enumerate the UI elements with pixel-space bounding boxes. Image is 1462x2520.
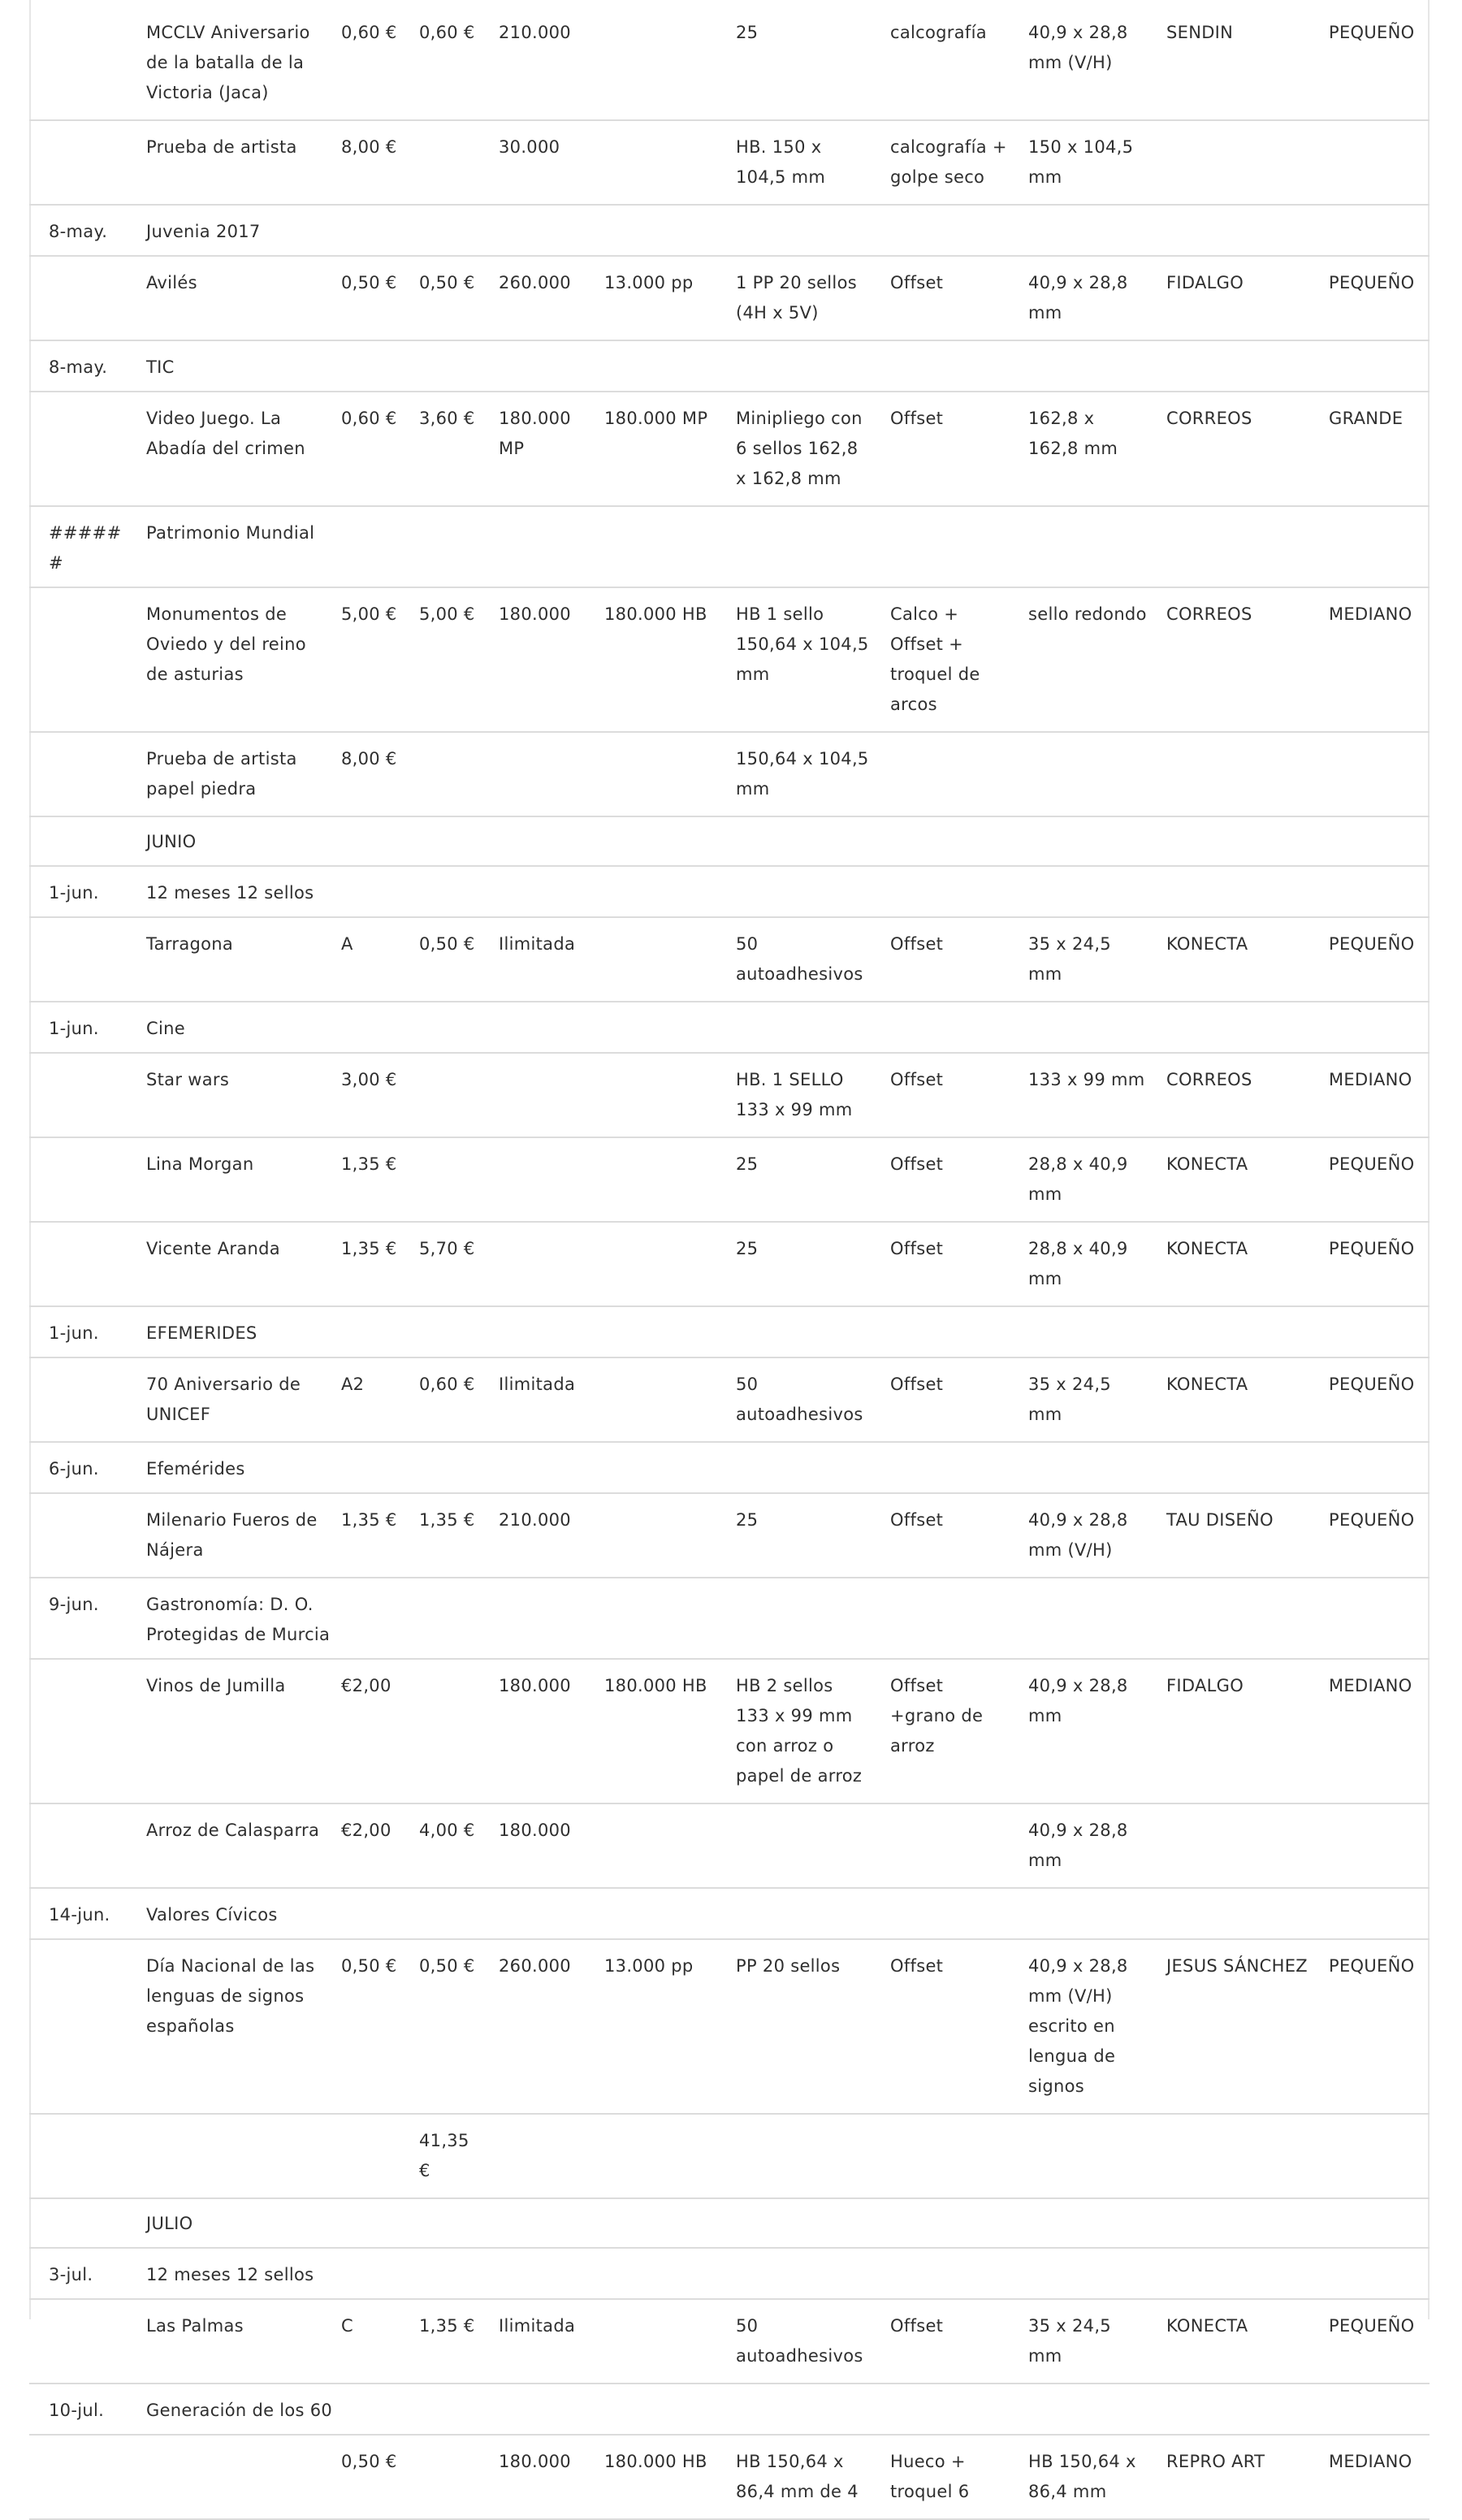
cell-date — [29, 1053, 133, 1137]
group-header-row — [29, 1002, 1430, 1053]
cell-tirada — [486, 1137, 591, 1222]
cell-tirada-hb — [591, 1222, 723, 1306]
cell-tirada-hb: 180.000 HB — [591, 2435, 723, 2519]
cell-formato: 162,8 x 162,8 mm — [1015, 392, 1153, 506]
cell-tirada-hb — [591, 120, 723, 205]
cell-total: 1,35 € — [406, 2299, 486, 2384]
cell-date — [29, 392, 133, 506]
cell-value: €2,00 — [328, 1659, 406, 1803]
group-title: 12 meses 12 sellos — [133, 866, 1430, 917]
cell-pliego: HB 150,64 x 86,4 mm de 4 — [723, 2435, 877, 2519]
cell-formato: 35 x 24,5 mm — [1015, 917, 1153, 1002]
cell-pliego: 150,64 x 104,5 mm — [723, 732, 877, 816]
cell-value: A — [328, 917, 406, 1002]
table-row — [29, 2435, 1430, 2519]
group-header-row — [29, 1578, 1430, 1659]
cell-total: 1,35 € — [406, 1493, 486, 1578]
table-row — [29, 1659, 1430, 1803]
cell-formato: 35 x 24,5 mm — [1015, 1357, 1153, 1442]
cell-tamano — [1316, 1803, 1430, 1888]
cell-tamano: PEQUEÑO — [1316, 1357, 1430, 1442]
table-row — [29, 6, 1430, 120]
cell-value: 1,35 € — [328, 1493, 406, 1578]
cell-diseno: TAU DISEÑO — [1153, 1493, 1316, 1578]
cell-pliego: HB 1 sello 150,64 x 104,5 mm — [723, 587, 877, 732]
cell-total — [406, 2435, 486, 2519]
cell-diseno: REPRO ART — [1153, 2435, 1316, 2519]
cell-value: €2,00 — [328, 1803, 406, 1888]
cell-date — [29, 816, 133, 866]
cell-impresion: Calco + Offset + troquel de arcos — [877, 587, 1015, 732]
cell-formato: 40,9 x 28,8 mm (V/H) — [1015, 1493, 1153, 1578]
cell-total: 0,60 € — [406, 1357, 486, 1442]
cell-date: 8-may. — [29, 340, 133, 392]
cell-tirada: 30.000 — [486, 120, 591, 205]
group-header-row — [29, 2248, 1430, 2299]
cell-tirada: Ilimitada — [486, 2299, 591, 2384]
cell-date — [29, 6, 133, 120]
cell-value: 1,35 € — [328, 1137, 406, 1222]
cell-impresion: Offset — [877, 392, 1015, 506]
cell-name: Monumentos de Oviedo y del reino de asturias — [133, 587, 328, 732]
cell-pliego: 50 autoadhesivos — [723, 2299, 877, 2384]
table-row — [29, 732, 1430, 816]
cell-impresion — [877, 1803, 1015, 1888]
cell-tamano: PEQUEÑO — [1316, 256, 1430, 340]
cell-value: 8,00 € — [328, 120, 406, 205]
cell-date — [29, 1137, 133, 1222]
cell-total: 0,50 € — [406, 256, 486, 340]
cell-tirada-hb — [591, 1137, 723, 1222]
cell-tirada: 210.000 — [486, 6, 591, 120]
cell-formato: 35 x 24,5 mm — [1015, 2299, 1153, 2384]
cell-tamano: MEDIANO — [1316, 587, 1430, 732]
cell-tamano: PEQUEÑO — [1316, 1222, 1430, 1306]
cell-tamano: MEDIANO — [1316, 1659, 1430, 1803]
month-label: JUNIO — [133, 816, 1430, 866]
cell-name: Día Nacional de las lenguas de signos españolas — [133, 1939, 328, 2114]
cell-impresion: Offset — [877, 1939, 1015, 2114]
month-label: JULIO — [133, 2198, 1430, 2248]
month-row — [29, 816, 1430, 866]
group-title: TIC — [133, 340, 1430, 392]
cell-tirada: 180.000 — [486, 1659, 591, 1803]
group-header-row — [29, 506, 1430, 587]
cell-tirada-hb — [591, 1493, 723, 1578]
cell-impresion: Hueco + troquel 6 — [877, 2435, 1015, 2519]
cell-tamano: PEQUEÑO — [1316, 1493, 1430, 1578]
cell-pliego: HB. 1 SELLO 133 x 99 mm — [723, 1053, 877, 1137]
cell-name — [133, 2114, 328, 2198]
cell-diseno: SENDIN — [1153, 6, 1316, 120]
cell-diseno: CORREOS — [1153, 587, 1316, 732]
cell-tirada-hb: 13.000 pp — [591, 1939, 723, 2114]
cell-date: 3-jul. — [29, 2248, 133, 2299]
cell-date — [29, 587, 133, 732]
cell-value: 0,50 € — [328, 1939, 406, 2114]
cell-impresion: Offset +grano de arroz — [877, 1659, 1015, 1803]
cell-formato — [1015, 2114, 1153, 2198]
cell-diseno: KONECTA — [1153, 917, 1316, 1002]
cell-name: Prueba de artista — [133, 120, 328, 205]
group-header-row — [29, 205, 1430, 256]
group-header-row — [29, 1442, 1430, 1493]
cell-tamano: PEQUEÑO — [1316, 6, 1430, 120]
cell-date — [29, 1493, 133, 1578]
cell-date — [29, 2198, 133, 2248]
group-title: Patrimonio Mundial — [133, 506, 1430, 587]
cell-tirada-hb — [591, 2299, 723, 2384]
cell-date — [29, 732, 133, 816]
cell-formato: sello redondo — [1015, 587, 1153, 732]
group-header-row — [29, 866, 1430, 917]
cell-pliego: 25 — [723, 1137, 877, 1222]
cell-date: 8-may. — [29, 205, 133, 256]
cell-tirada: Ilimitada — [486, 917, 591, 1002]
cell-date — [29, 120, 133, 205]
cell-date — [29, 1939, 133, 2114]
cell-tirada-hb: 13.000 pp — [591, 256, 723, 340]
group-header-row — [29, 2384, 1430, 2435]
cell-date: 1-jun. — [29, 866, 133, 917]
cell-date — [29, 2299, 133, 2384]
cell-tirada-hb — [591, 917, 723, 1002]
table-row — [29, 1357, 1430, 1442]
cell-formato: HB 150,64 x 86,4 mm — [1015, 2435, 1153, 2519]
table-row — [29, 392, 1430, 506]
cell-value: 0,60 € — [328, 392, 406, 506]
cell-total — [406, 1659, 486, 1803]
cell-impresion — [877, 2114, 1015, 2198]
cell-tirada — [486, 1222, 591, 1306]
stamp-issue-table — [29, 6, 1430, 2520]
group-title: Efemérides — [133, 1442, 1430, 1493]
group-header-row — [29, 1306, 1430, 1357]
cell-date: 6-jun. — [29, 1442, 133, 1493]
cell-tirada-hb — [591, 1357, 723, 1442]
group-header-row — [29, 1888, 1430, 1939]
table-row — [29, 1053, 1430, 1137]
cell-pliego: PP 20 sellos — [723, 1939, 877, 2114]
month-row — [29, 2198, 1430, 2248]
cell-tirada: 180.000 — [486, 587, 591, 732]
issues-table — [29, 6, 1430, 2520]
cell-date — [29, 1357, 133, 1442]
cell-formato: 40,9 x 28,8 mm (V/H) escrito en lengua de signos — [1015, 1939, 1153, 2114]
cell-tirada-hb — [591, 732, 723, 816]
cell-tirada: 260.000 — [486, 256, 591, 340]
table-row — [29, 256, 1430, 340]
cell-value: 5,00 € — [328, 587, 406, 732]
cell-formato: 40,9 x 28,8 mm — [1015, 256, 1153, 340]
cell-tirada — [486, 2114, 591, 2198]
group-title: Gastronomía: D. O. Protegidas de Murcia — [133, 1578, 1430, 1659]
table-row — [29, 1939, 1430, 2114]
cell-pliego — [723, 1803, 877, 1888]
cell-total — [406, 1137, 486, 1222]
cell-diseno: KONECTA — [1153, 1357, 1316, 1442]
cell-date: 1-jun. — [29, 1306, 133, 1357]
group-title: Cine — [133, 1002, 1430, 1053]
cell-name: Video Juego. La Abadía del crimen — [133, 392, 328, 506]
cell-value — [328, 2114, 406, 2198]
cell-tirada-hb — [591, 1053, 723, 1137]
table-row — [29, 1803, 1430, 1888]
cell-tamano — [1316, 120, 1430, 205]
cell-tamano: MEDIANO — [1316, 2435, 1430, 2519]
cell-value: 1,35 € — [328, 1222, 406, 1306]
cell-tirada-hb: 180.000 HB — [591, 1659, 723, 1803]
group-title: 12 meses 12 sellos — [133, 2248, 1430, 2299]
cell-value: C — [328, 2299, 406, 2384]
group-header-row — [29, 340, 1430, 392]
cell-diseno: KONECTA — [1153, 2299, 1316, 2384]
cell-pliego: 50 autoadhesivos — [723, 917, 877, 1002]
cell-value: A2 — [328, 1357, 406, 1442]
group-title: Valores Cívicos — [133, 1888, 1430, 1939]
cell-diseno: FIDALGO — [1153, 1659, 1316, 1803]
cell-pliego: HB. 150 x 104,5 mm — [723, 120, 877, 205]
cell-name: Lina Morgan — [133, 1137, 328, 1222]
cell-tamano: PEQUEÑO — [1316, 1137, 1430, 1222]
cell-pliego: 25 — [723, 1493, 877, 1578]
cell-total — [406, 120, 486, 205]
cell-tamano: PEQUEÑO — [1316, 2299, 1430, 2384]
table-row — [29, 1493, 1430, 1578]
cell-impresion — [877, 732, 1015, 816]
cell-date — [29, 1222, 133, 1306]
cell-formato: 40,9 x 28,8 mm (V/H) — [1015, 6, 1153, 120]
cell-date: 1-jun. — [29, 1002, 133, 1053]
cell-total: 3,60 € — [406, 392, 486, 506]
cell-total: 5,00 € — [406, 587, 486, 732]
cell-pliego: HB 2 sellos 133 x 99 mm con arroz o papel de arroz — [723, 1659, 877, 1803]
cell-impresion: calcografía + golpe seco — [877, 120, 1015, 205]
cell-pliego: Minipliego con 6 sellos 162,8 x 162,8 mm — [723, 392, 877, 506]
cell-name — [133, 2435, 328, 2519]
cell-total: 4,00 € — [406, 1803, 486, 1888]
cell-total — [406, 1053, 486, 1137]
cell-tirada: 260.000 — [486, 1939, 591, 2114]
cell-impresion: Offset — [877, 2299, 1015, 2384]
cell-pliego: 25 — [723, 6, 877, 120]
table-row — [29, 1137, 1430, 1222]
cell-tirada-hb: 180.000 HB — [591, 587, 723, 732]
cell-tirada-hb — [591, 6, 723, 120]
cell-impresion: Offset — [877, 1222, 1015, 1306]
table-row — [29, 2299, 1430, 2384]
cell-date — [29, 2435, 133, 2519]
cell-tirada: 180.000 MP — [486, 392, 591, 506]
cell-name: Prueba de artista papel piedra — [133, 732, 328, 816]
cell-total: 0,50 € — [406, 917, 486, 1002]
cell-formato: 40,9 x 28,8 mm — [1015, 1659, 1153, 1803]
cell-impresion: Offset — [877, 1053, 1015, 1137]
cell-name: Avilés — [133, 256, 328, 340]
cell-formato: 40,9 x 28,8 mm — [1015, 1803, 1153, 1888]
cell-name: Vicente Aranda — [133, 1222, 328, 1306]
cell-impresion: Offset — [877, 1137, 1015, 1222]
cell-pliego: 50 autoadhesivos — [723, 1357, 877, 1442]
cell-tirada-hb — [591, 1803, 723, 1888]
cell-impresion: Offset — [877, 1493, 1015, 1578]
cell-name: MCCLV Aniversario de la batalla de la Victoria (Jaca) — [133, 6, 328, 120]
group-title: Juvenia 2017 — [133, 205, 1430, 256]
cell-date — [29, 917, 133, 1002]
table-row — [29, 120, 1430, 205]
cell-value: 3,00 € — [328, 1053, 406, 1137]
cell-date — [29, 256, 133, 340]
cell-name: Tarragona — [133, 917, 328, 1002]
cell-impresion: Offset — [877, 917, 1015, 1002]
cell-pliego: 1 PP 20 sellos (4H x 5V) — [723, 256, 877, 340]
cell-name: Arroz de Calasparra — [133, 1803, 328, 1888]
table-row — [29, 587, 1430, 732]
cell-tamano: MEDIANO — [1316, 1053, 1430, 1137]
cell-diseno — [1153, 2114, 1316, 2198]
cell-name: Milenario Fueros de Nájera — [133, 1493, 328, 1578]
cell-formato: 28,8 x 40,9 mm — [1015, 1222, 1153, 1306]
cell-formato: 133 x 99 mm — [1015, 1053, 1153, 1137]
cell-diseno: KONECTA — [1153, 1222, 1316, 1306]
cell-total: 41,35 € — [406, 2114, 486, 2198]
table-row — [29, 917, 1430, 1002]
cell-name: 70 Aniversario de UNICEF — [133, 1357, 328, 1442]
cell-pliego — [723, 2114, 877, 2198]
cell-tirada: 180.000 — [486, 1803, 591, 1888]
cell-value: 8,00 € — [328, 732, 406, 816]
cell-tirada — [486, 732, 591, 816]
cell-formato: 28,8 x 40,9 mm — [1015, 1137, 1153, 1222]
group-title: Generación de los 60 — [133, 2384, 1430, 2435]
cell-name: Las Palmas — [133, 2299, 328, 2384]
cell-tamano — [1316, 732, 1430, 816]
cell-diseno: CORREOS — [1153, 1053, 1316, 1137]
cell-tamano: PEQUEÑO — [1316, 1939, 1430, 2114]
cell-formato — [1015, 732, 1153, 816]
cell-tirada-hb — [591, 2114, 723, 2198]
cell-date — [29, 2114, 133, 2198]
cell-tirada: 180.000 — [486, 2435, 591, 2519]
cell-pliego: 25 — [723, 1222, 877, 1306]
issues-table-body — [29, 6, 1430, 2519]
cell-diseno — [1153, 1803, 1316, 1888]
cell-impresion: calcografía — [877, 6, 1015, 120]
table-row — [29, 1222, 1430, 1306]
cell-name: Vinos de Jumilla — [133, 1659, 328, 1803]
cell-tamano: PEQUEÑO — [1316, 917, 1430, 1002]
cell-date — [29, 1803, 133, 1888]
table-row — [29, 2114, 1430, 2198]
cell-diseno: JESUS SÁNCHEZ — [1153, 1939, 1316, 2114]
cell-formato: 150 x 104,5 mm — [1015, 120, 1153, 205]
cell-diseno: CORREOS — [1153, 392, 1316, 506]
cell-impresion: Offset — [877, 1357, 1015, 1442]
cell-tirada — [486, 1053, 591, 1137]
cell-tamano: GRANDE — [1316, 392, 1430, 506]
cell-value: 0,50 € — [328, 2435, 406, 2519]
cell-date: 10-jul. — [29, 2384, 133, 2435]
cell-tamano — [1316, 2114, 1430, 2198]
cell-date — [29, 1659, 133, 1803]
cell-diseno: FIDALGO — [1153, 256, 1316, 340]
cell-value: 0,60 € — [328, 6, 406, 120]
cell-value: 0,50 € — [328, 256, 406, 340]
cell-total: 5,70 € — [406, 1222, 486, 1306]
cell-date: 14-jun. — [29, 1888, 133, 1939]
cell-tirada-hb: 180.000 MP — [591, 392, 723, 506]
cell-total: 0,50 € — [406, 1939, 486, 2114]
cell-impresion: Offset — [877, 256, 1015, 340]
cell-diseno — [1153, 120, 1316, 205]
cell-date: ###### — [29, 506, 133, 587]
cell-tirada: Ilimitada — [486, 1357, 591, 1442]
cell-name: Star wars — [133, 1053, 328, 1137]
cell-diseno — [1153, 732, 1316, 816]
group-title: EFEMERIDES — [133, 1306, 1430, 1357]
cell-date: 9-jun. — [29, 1578, 133, 1659]
cell-diseno: KONECTA — [1153, 1137, 1316, 1222]
cell-tirada: 210.000 — [486, 1493, 591, 1578]
cell-total: 0,60 € — [406, 6, 486, 120]
cell-total — [406, 732, 486, 816]
